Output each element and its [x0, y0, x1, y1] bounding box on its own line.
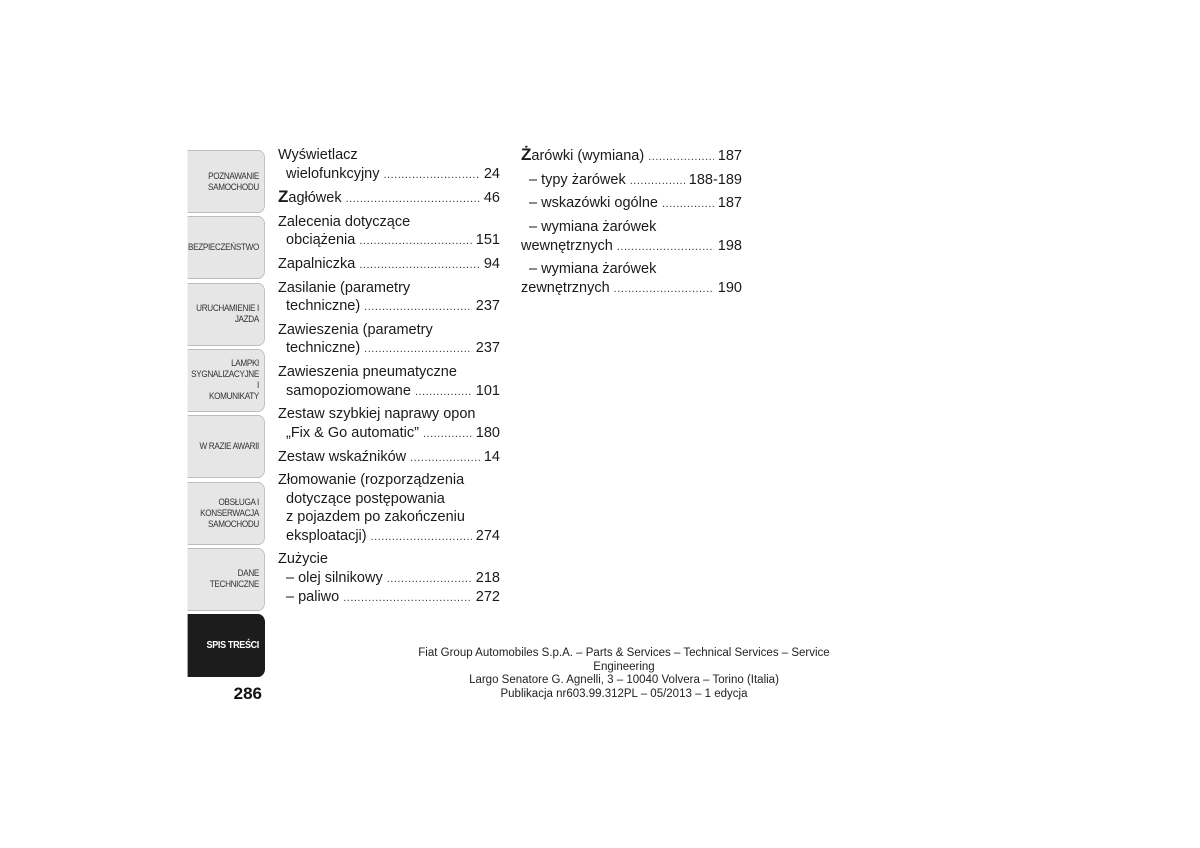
index-page-ref[interactable]: 46: [483, 190, 500, 207]
index-term: techniczne): [286, 340, 361, 357]
index-line: [521, 171, 742, 191]
dot-leader: [371, 528, 472, 547]
dot-leader: [346, 190, 480, 209]
section-tab[interactable]: BEZPIECZEŃSTWO: [188, 216, 265, 279]
dot-leader: [364, 298, 472, 317]
index-line: [278, 471, 500, 490]
index-term: „Fix & Go automatic”: [286, 424, 419, 441]
index-line: [278, 448, 500, 468]
index-term: Zawieszenia pneumatyczne: [278, 364, 457, 381]
section-tab[interactable]: W RAZIE AWARII: [188, 415, 265, 478]
index-term: dotyczące postępowania: [286, 490, 445, 507]
index-term: Wyświetlacz: [278, 147, 358, 163]
section-tab[interactable]: SPIS TREŚCI: [188, 614, 265, 677]
index-entry: [278, 279, 500, 317]
index-entry: [278, 255, 500, 275]
index-term: – paliwo: [286, 589, 340, 606]
index-page-ref[interactable]: 24: [483, 165, 500, 182]
index-term: obciążenia: [286, 232, 356, 249]
index-term: Zalecenia dotyczące: [278, 213, 411, 230]
index-entry: [521, 260, 742, 298]
index-term: – olej silnikowy: [286, 569, 383, 586]
index-page-ref[interactable]: 274: [475, 527, 500, 544]
index-line: [521, 194, 742, 214]
index-entry: [521, 218, 742, 256]
index-entry: [278, 363, 500, 401]
index-term: wielofunkcyjny: [286, 165, 380, 182]
page-number: 286: [233, 684, 262, 703]
index-entry: [278, 146, 500, 184]
index-line: [278, 550, 500, 569]
index-entry: [278, 213, 500, 251]
section-tab[interactable]: URUCHAMIENIE I JAZDA: [188, 283, 265, 346]
index-term: zewnętrznych: [521, 279, 610, 296]
index-term: agłówek: [288, 190, 342, 207]
publisher-footer: [398, 647, 850, 701]
index-line: [278, 297, 500, 317]
index-entry: [278, 405, 500, 443]
index-entry: [521, 146, 742, 167]
index-term: Zasilanie (parametry: [278, 279, 411, 296]
index-column-right: [521, 146, 742, 302]
index-line: [278, 146, 500, 165]
index-term: – wymiana żarówek: [529, 261, 657, 278]
index-entry: [521, 194, 742, 214]
index-page-ref[interactable]: 94: [483, 256, 500, 273]
section-tab[interactable]: DANE TECHNICZNE: [188, 548, 265, 611]
index-line: [278, 165, 500, 185]
index-line: [278, 424, 500, 444]
index-term: Zestaw wskaźników: [278, 448, 407, 465]
letter-initial: Z: [278, 187, 289, 207]
index-page-ref[interactable]: 188-189: [688, 171, 742, 188]
letter-initial: Ż: [521, 145, 532, 164]
index-line: [278, 255, 500, 275]
index-line: [278, 508, 500, 527]
section-tab[interactable]: OBSŁUGA I KONSERWACJA SAMOCHODU: [188, 482, 265, 545]
index-term: Złomowanie (rozporządzenia: [278, 472, 465, 489]
index-entry: [278, 550, 500, 608]
dot-leader: [364, 340, 472, 359]
index-line: [278, 188, 500, 209]
index-page-ref[interactable]: 190: [717, 279, 742, 296]
index-line: [278, 213, 500, 232]
index-line: [278, 321, 500, 340]
index-line: [278, 490, 500, 509]
index-term: wewnętrznych: [521, 237, 613, 254]
index-line: [521, 279, 742, 299]
index-page-ref[interactable]: 187: [717, 195, 742, 212]
index-page-ref[interactable]: 237: [475, 298, 500, 315]
dot-leader: [415, 383, 472, 402]
section-tab[interactable]: LAMPKI SYGNALIZACYJNE I KOMUNIKATY: [188, 349, 265, 412]
index-line: [521, 146, 742, 167]
dot-leader: [359, 232, 471, 251]
index-page-ref[interactable]: 180: [475, 424, 500, 441]
index-page-ref[interactable]: 218: [475, 569, 500, 586]
footer-line: Publikacja nr603.99.312PL – 05/2013 – 1 edycja: [500, 687, 748, 700]
index-line: [278, 339, 500, 359]
dot-leader: [343, 589, 472, 608]
index-page-ref[interactable]: 198: [717, 237, 742, 254]
index-page-ref[interactable]: 14: [483, 448, 500, 465]
dot-leader: [662, 195, 714, 214]
index-line: [278, 363, 500, 382]
index-entry: [521, 171, 742, 191]
dot-leader: [630, 172, 685, 191]
dot-leader: [614, 280, 714, 299]
index-line: [278, 405, 500, 424]
index-entry: [278, 321, 500, 359]
index-term: – wymiana żarówek: [529, 219, 657, 236]
index-term: techniczne): [286, 298, 361, 315]
dot-leader: [359, 256, 479, 275]
index-line: [278, 279, 500, 298]
dot-leader: [648, 148, 714, 167]
index-entry: [278, 448, 500, 468]
footer-line: Fiat Group Automobiles S.p.A. – Parts & Services – Technical Services – Service Engineering: [418, 647, 830, 673]
index-term: samopoziomowane: [286, 382, 411, 399]
section-tab[interactable]: POZNAWANIE SAMOCHODU: [188, 150, 265, 213]
dot-leader: [387, 570, 472, 589]
dot-leader: [617, 238, 714, 257]
index-term: – typy żarówek: [529, 171, 626, 188]
index-entry: [278, 471, 500, 546]
index-line: [278, 231, 500, 251]
dot-leader: [423, 425, 472, 444]
index-term: Zapalniczka: [278, 256, 356, 273]
index-line: [278, 527, 500, 547]
index-page-ref[interactable]: 151: [475, 232, 500, 249]
index-line: [521, 260, 742, 279]
index-entry: [278, 188, 500, 209]
index-term: Zestaw szybkiej naprawy opon: [278, 406, 476, 423]
index-term: – wskazówki ogólne: [529, 195, 658, 212]
index-term: Zużycie: [278, 551, 328, 568]
index-term: eksploatacji): [286, 527, 367, 544]
index-page-ref[interactable]: 101: [475, 382, 500, 399]
index-line: [521, 237, 742, 257]
index-line: [278, 382, 500, 402]
index-line: [521, 218, 742, 237]
index-term: Zawieszenia (parametry: [278, 321, 433, 338]
index-term: z pojazdem po zakończeniu: [286, 509, 465, 526]
index-line: [278, 588, 500, 608]
dot-leader: [384, 166, 480, 185]
index-term: arówki (wymiana): [531, 148, 645, 164]
index-page-ref[interactable]: 272: [475, 589, 500, 606]
index-line: [278, 569, 500, 589]
index-column-left: [278, 146, 500, 612]
dot-leader: [410, 449, 480, 468]
index-page-ref[interactable]: 237: [475, 340, 500, 357]
index-page-ref[interactable]: 187: [717, 148, 742, 164]
footer-line: Largo Senatore G. Agnelli, 3 – 10040 Volvera – Torino (Italia): [469, 674, 779, 686]
